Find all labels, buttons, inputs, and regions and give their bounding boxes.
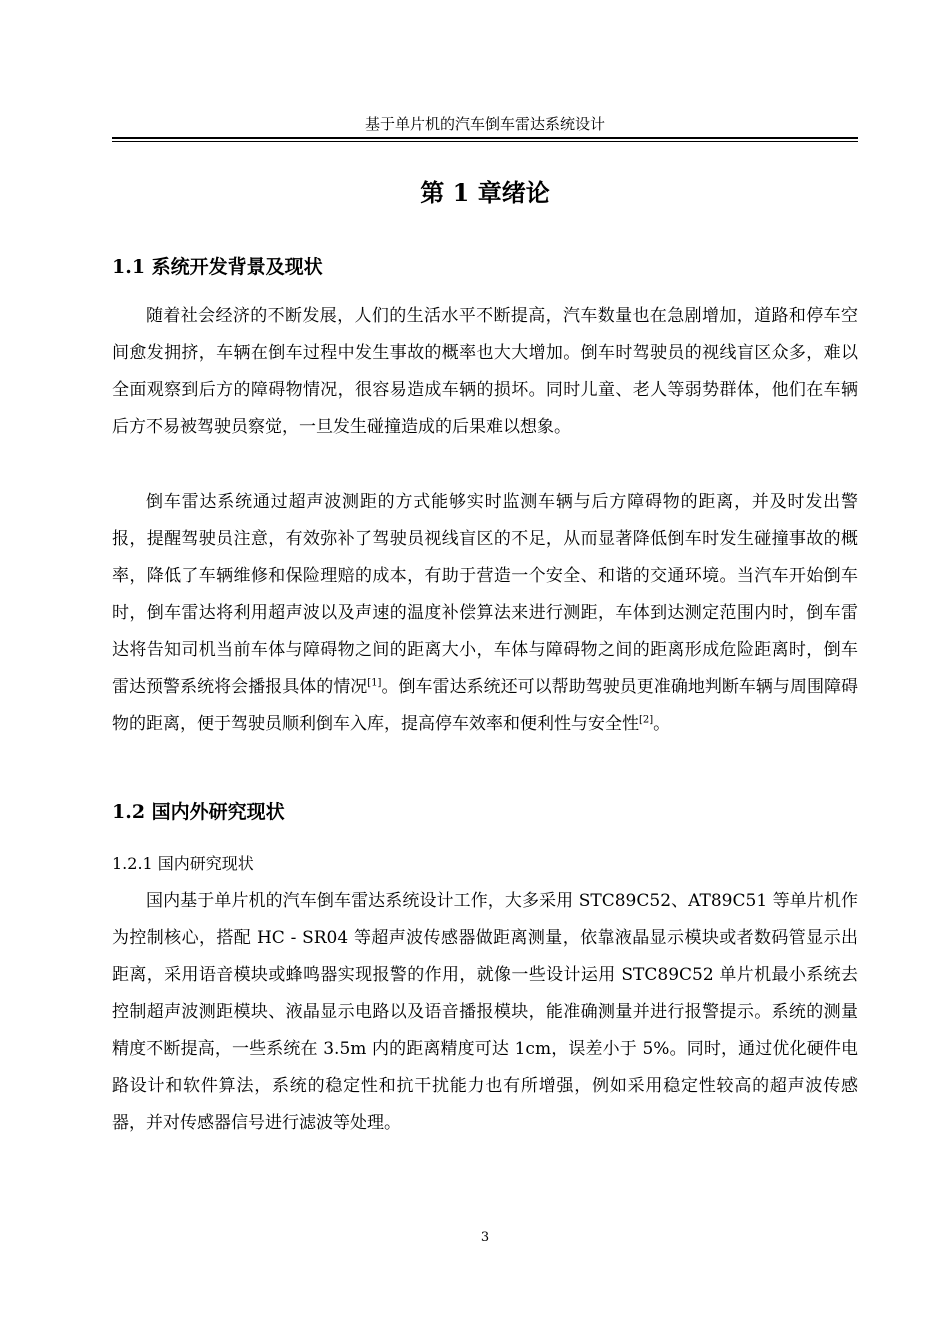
subsection-heading-1-2-1: 1.2.1 国内研究现状	[112, 854, 254, 873]
header-rule	[112, 137, 858, 139]
paragraph-background-1: 随着社会经济的不断发展，人们的生活水平不断提高，汽车数量也在急剧增加，道路和停车空间愈发拥挤，车辆在倒车过程中发生事故的概率也大大增加。倒车时驾驶员的视线盲区众多，难以全面观察到后方的障碍物情况，很容易造成车辆的损坏。同时儿童、老人等弱势群体，他们在车辆后方不易被驾驶员察觉，一旦发生碰撞造成的后果难以想象。	[112, 306, 858, 437]
running-header: 基于单片机的汽车倒车雷达系统设计	[364, 115, 605, 133]
citation-ref-2: [2]	[639, 714, 654, 726]
header-rule-thin	[112, 141, 858, 142]
paragraph-text: 。倒车雷达系统还可以帮助驾驶员更准确地判断车辆与周围障碍物的距离，便于驾驶员顺利倒车入库，提高停车效率和便利性与安全性	[112, 677, 859, 734]
chapter-title: 第 1 章绪论	[420, 178, 550, 207]
paragraph-background-2	[112, 484, 858, 743]
section-heading-1-1: 1.1 系统开发背景及现状	[112, 256, 323, 278]
paragraph-text: 倒车雷达系统通过超声波测距的方式能够实时监测车辆与后方障碍物的距离，并及时发出警报，提醒驾驶员注意，有效弥补了驾驶员视线盲区的不足，从而显著降低倒车时发生碰撞事故的概率，降低了车辆维修和保险理赔的成本，有助于营造一个安全、和谐的交通环境。当汽车开始倒车时，倒车雷达将利用超声波以及声速的温度补偿算法来进行测距，车体到达测定范围内时，倒车雷达将告知司机当前车体与障碍物之间的距离大小，车体与障碍物之间的距离形成危险距离时，倒车雷达预警系统将会播报具体的情况	[112, 492, 858, 697]
page-number: 3	[480, 1230, 490, 1245]
paragraph-domestic-research: 国内基于单片机的汽车倒车雷达系统设计工作，大多采用 STC89C52、AT89C51 等单片机作为控制核心，搭配 HC - SR04 等超声波传感器做距离测量，依靠液晶显示模块或者数码管显示出距离，采用语音模块或蜂鸣器实现报警的作用，就像一些设计运用 STC89C52 单片机最小系统去控制超声波测距模块、液晶显示电路以及语音播报模块，能准确测量并进行报警提示。系统的测量精度不断提高，一些系统在 3.5m 内的距离精度可达 1cm，误差小于 5%。同时，通过优化硬件电路设计和软件算法，系统的稳定性和抗干扰能力也有所增强，例如采用稳定性较高的超声波传感器，并对传感器信号进行滤波等处理。	[112, 891, 858, 1133]
citation-ref-1: [1]	[367, 677, 382, 689]
paragraph-text: 。	[653, 714, 671, 734]
section-heading-1-2: 1.2 国内外研究现状	[112, 801, 285, 823]
